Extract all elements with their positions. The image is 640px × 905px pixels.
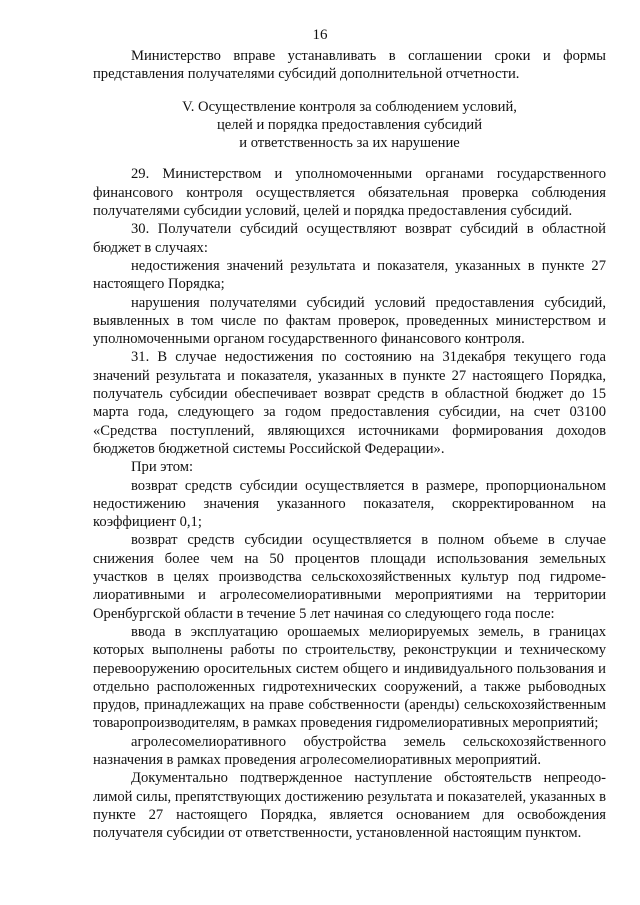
section-heading-line: V. Осуществление контроля за соблюдением условий, — [182, 98, 517, 115]
list-item: ввода в эксплуатацию орошаемых мелиорируемых земель, в границах которых выполнены работы по строительству, реконструкции и техническому перевооружению оросительных систем общего и индивидуального пользования и отдельно расположенных гидротехнических сооружений, а также рыбоводных прудов, принадлежащих на праве собственности (аренды) сельскохозяйственным товаропроизводителям, в рамках проведения гидромелиоративных мероприятий; — [93, 623, 606, 732]
section-heading — [93, 98, 606, 153]
page-number: 16 — [312, 27, 328, 43]
section-heading-line: и ответственность за их нарушение — [239, 135, 460, 152]
intro-paragraph: Министерство вправе устанавливать в соглашении сроки и формы представления получателями субсидий дополнительной отчетности. — [93, 48, 606, 83]
list-item: недостижения значений результата и показателя, указанных в пункте 27 настоящего Порядка; — [93, 257, 606, 293]
document-body — [93, 47, 606, 842]
force-majeure-paragraph: Документально подтвержденное наступление обстоятельств непреодолимой силы, препятствующих достижению результата и показателей, указанных в пункте 27 настоящего Порядка, является основанием для освобождения получателя субсидии от ответственности, установленной настоящим пунктом. — [93, 770, 606, 842]
list-item: возврат средств субсидии осуществляется в размере, пропорциональном недостижению значения указанного показателя, скорректированном на коэффициент 0,1; — [93, 477, 606, 531]
paragraph-31: 31. В случае недостижения по состоянию на 31декабря текущего года значений результата и показателя, указанных в пункте 27 настоящего Порядка, получатель субсидии обеспечивает возврат средств в областной бюджет до 15 марта года, следующего за годом предоставления субсидии, на счет 03100 «Средства поступлений, являющихся источниками формирования доходов бюджетов бюджетной системы Российской Федерации». — [93, 349, 606, 457]
paragraph-30: 30. Получатели субсидий осуществляют возврат субсидий в областной бюджет в случаях: — [93, 221, 606, 256]
paragraph-29: 29. Министерством и уполномоченными органами государственного финансового контроля осуществляется обязательная проверка соблюдения получателями субсидии условий, целей и порядка предоставления субсидий. — [93, 166, 606, 220]
list-item: агролесомелиоративного обустройства земель сельскохозяйственного назначения в рамках проведения агролесомелиоративных мероприятий. — [93, 733, 606, 768]
paragraph-note: При этом: — [131, 459, 194, 476]
section-heading-line: целей и порядка предоставления субсидий — [216, 116, 483, 133]
list-item: возврат средств субсидии осуществляется в полном объеме в случае снижения более чем на 50 процентов площади использования земельных участков в целях производства сельскохозяйственных культур под гидромелиоративными и агролесомелиоративными мероприятиями на территории Оренбургской области в течение 5 лет начиная со следующего года после: — [93, 532, 606, 622]
list-item: нарушения получателями субсидий условий предоставления субсидий, выявленных в том числе по фактам проверок, проведенных министерством и уполномоченными органом государственного финансового контроля. — [93, 294, 606, 348]
